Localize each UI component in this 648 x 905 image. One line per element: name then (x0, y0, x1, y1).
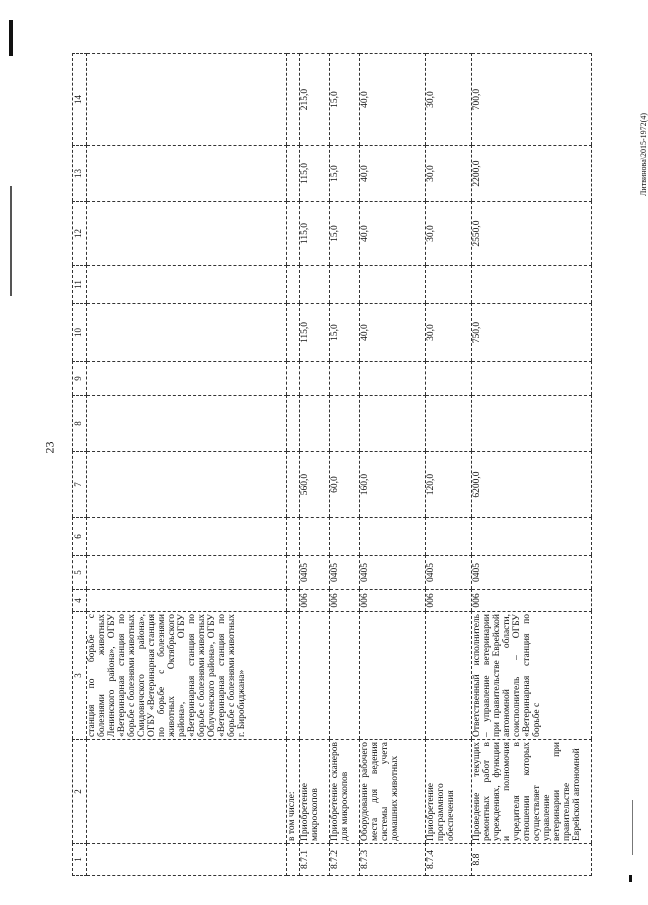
table-cell-col8 (299, 396, 329, 452)
scan-mark-top (9, 20, 13, 56)
table-cell-col10: 15,0 (329, 304, 359, 362)
table-cell-col10 (87, 304, 287, 362)
table-cell-col1: 8.8 (471, 844, 591, 876)
table-body (87, 54, 592, 876)
table-cell-col6 (299, 518, 329, 556)
table-cell-col6 (329, 518, 359, 556)
column-number-cell: 14 (73, 54, 87, 146)
table-cell-col7: 560,0 (299, 452, 329, 518)
table-cell-col11 (287, 266, 300, 304)
column-number-cell: 9 (73, 362, 87, 396)
table-cell-col11 (299, 266, 329, 304)
table-cell-col5: 0405 (425, 556, 471, 590)
table-row (287, 54, 300, 876)
table-cell-col2 (87, 740, 287, 844)
table-cell-col14: 215,0 (299, 54, 329, 146)
table-cell-col8 (425, 396, 471, 452)
table-cell-col2: Проведение текущих ремонтных работ в учреждениях, функции и полномочия учредителя в отношении которых осуществляет управление ветеринарии при правительстве Еврейской автономной (471, 740, 591, 844)
table-cell-col2: Оборудование рабочего места для ведения системы учета домашних животных (359, 740, 425, 844)
scan-mark-dot (629, 875, 632, 882)
table-cell-col13: 40,0 (359, 146, 425, 202)
column-number-cell: 5 (73, 556, 87, 590)
table-cell-col6 (287, 518, 300, 556)
table-cell-col7: 120,0 (425, 452, 471, 518)
table-cell-col9 (287, 362, 300, 396)
table-cell-col3 (287, 612, 300, 740)
table-cell-col11 (425, 266, 471, 304)
table-cell-col6 (359, 518, 425, 556)
table-cell-col2: в том числе: (287, 740, 300, 844)
table-cell-col3 (299, 612, 329, 740)
table-cell-col7: 60,0 (329, 452, 359, 518)
column-number-cell: 13 (73, 146, 87, 202)
table-row (299, 54, 329, 876)
table-cell-col6 (425, 518, 471, 556)
column-number-cell: 12 (73, 202, 87, 266)
table-cell-col6 (471, 518, 591, 556)
table-row (359, 54, 425, 876)
table-cell-col1: 8.7.3 (359, 844, 425, 876)
table-cell-col5: 0405 (471, 556, 591, 590)
table-cell-col12: 2550,0 (471, 202, 591, 266)
table-row (329, 54, 359, 876)
table-cell-col13: 15,0 (329, 146, 359, 202)
table-cell-col8 (287, 396, 300, 452)
table-cell-col14: 15,0 (329, 54, 359, 146)
table-cell-col4: 006 (471, 590, 591, 612)
table-cell-col4 (287, 590, 300, 612)
column-number-cell: 10 (73, 304, 87, 362)
column-number-cell: 3 (73, 612, 87, 740)
table-cell-col3 (329, 612, 359, 740)
table-cell-col14: 30,0 (425, 54, 471, 146)
table-cell-col9 (87, 362, 287, 396)
table-cell-col14 (287, 54, 300, 146)
scan-mark-mid (10, 186, 12, 296)
table-cell-col6 (87, 518, 287, 556)
table-cell-col1 (87, 844, 287, 876)
table-cell-col3: Ответственный исполнитель – управление ветеринарии при правительстве Еврейской автономной области, соисполнитель – ОГБУ «Ветеринарная станция по борьбе с (471, 612, 591, 740)
table-cell-col9 (359, 362, 425, 396)
column-number-cell: 8 (73, 396, 87, 452)
table-cell-col12: 115,0 (299, 202, 329, 266)
table-cell-col4: 006 (329, 590, 359, 612)
table-cell-col5 (287, 556, 300, 590)
table-cell-col4: 006 (425, 590, 471, 612)
table-cell-col8 (87, 396, 287, 452)
table-cell-col10: 115,0 (299, 304, 329, 362)
table-cell-col8 (359, 396, 425, 452)
table-cell-col5 (87, 556, 287, 590)
table-cell-col8 (329, 396, 359, 452)
column-number-cell: 1 (73, 844, 87, 876)
column-number-cell: 7 (73, 452, 87, 518)
table-container (72, 54, 586, 876)
table-cell-col3 (359, 612, 425, 740)
table-cell-col9 (425, 362, 471, 396)
table-cell-col1 (287, 844, 300, 876)
table-cell-col14: 700,0 (471, 54, 591, 146)
column-number-row (73, 54, 87, 876)
table-cell-col13: 115,0 (299, 146, 329, 202)
column-number-cell: 4 (73, 590, 87, 612)
table-cell-col9 (329, 362, 359, 396)
table-cell-col8 (471, 396, 591, 452)
table-cell-col5: 0405 (359, 556, 425, 590)
table-cell-col11 (359, 266, 425, 304)
table-cell-col2: Приобретение сканеров для микроскопов (329, 740, 359, 844)
table-cell-col10: 750,0 (471, 304, 591, 362)
scan-mark-right (632, 800, 633, 855)
table-cell-col12 (287, 202, 300, 266)
table-cell-col7: 6200,0 (471, 452, 591, 518)
table-cell-col13: 30,0 (425, 146, 471, 202)
table-row (471, 54, 591, 876)
table-cell-col4: 006 (359, 590, 425, 612)
table-cell-col7 (287, 452, 300, 518)
table-cell-col5: 0405 (329, 556, 359, 590)
table-cell-col9 (471, 362, 591, 396)
table-cell-col9 (299, 362, 329, 396)
table-cell-col5: 0405 (299, 556, 329, 590)
budget-table (72, 53, 592, 876)
table-cell-col4: 006 (299, 590, 329, 612)
table-cell-col14 (87, 54, 287, 146)
table-cell-col10: 30,0 (425, 304, 471, 362)
table-row (425, 54, 471, 876)
table-row (87, 54, 287, 876)
table-cell-col3 (425, 612, 471, 740)
table-cell-col11 (471, 266, 591, 304)
page-number: 23 (42, 441, 57, 454)
table-cell-col1: 8.7.1 (299, 844, 329, 876)
table-cell-col12: 40,0 (359, 202, 425, 266)
table-cell-col4 (87, 590, 287, 612)
table-cell-col13: 2200,0 (471, 146, 591, 202)
column-number-cell: 2 (73, 740, 87, 844)
table-cell-col2: Приобретение программного обеспечения (425, 740, 471, 844)
table-cell-col7 (87, 452, 287, 518)
table-cell-col12 (87, 202, 287, 266)
table-cell-col12: 30,0 (425, 202, 471, 266)
column-number-cell: 6 (73, 518, 87, 556)
table-cell-col14: 40,0 (359, 54, 425, 146)
table-cell-col10 (287, 304, 300, 362)
table-cell-col12: 15,0 (329, 202, 359, 266)
table-cell-col7: 160,0 (359, 452, 425, 518)
table-cell-col11 (87, 266, 287, 304)
table-cell-col2: Приобретение микроскопов (299, 740, 329, 844)
table-cell-col13 (287, 146, 300, 202)
column-number-cell: 11 (73, 266, 87, 304)
table-cell-col3: станция по борьбе с болезнями животных Ленинского района», ОГБУ «Ветеринарная станция по борьбе с болезнями животных Смидовичского района», ОГБУ «Ветеринарная станция по борьбе с болезнями животных Октябрьского района», ОГБУ «Ветеринарная станция по борьбе с болезнями животных Облученского района», ОГБУ «Ветеринарная станция по борьбе с болезнями животных г. Биробиджана» (87, 612, 287, 740)
table-cell-col13 (87, 146, 287, 202)
table-cell-col11 (329, 266, 359, 304)
table-cell-col1: 8.7.4 (425, 844, 471, 876)
rotated-table-frame (72, 54, 586, 876)
footer-text: Литвинова\2015-1972(4) (638, 113, 648, 196)
table-cell-col10: 40,0 (359, 304, 425, 362)
table-cell-col1: 8.7.2 (329, 844, 359, 876)
